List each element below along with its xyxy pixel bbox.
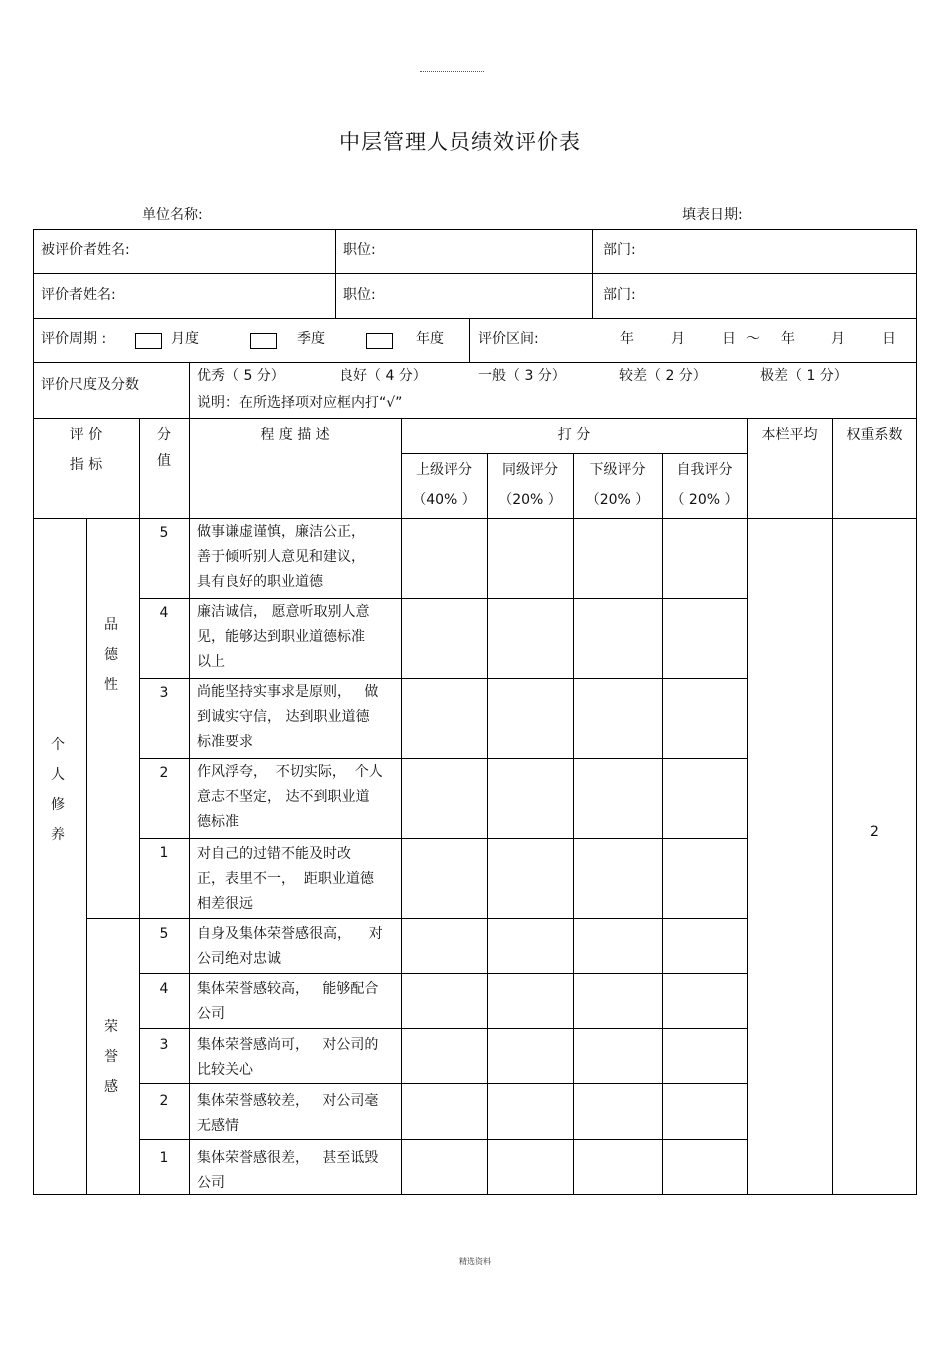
row-score: 2: [159, 1093, 169, 1109]
evaluator-dept-label: 部门:: [603, 287, 636, 303]
page-title: 中层管理人员绩效评价表: [339, 130, 581, 154]
score-header-2: 值: [157, 453, 171, 469]
scale-excellent: 优秀（ 5 分）: [197, 368, 285, 384]
top-dotted-line: [420, 71, 484, 72]
row-score: 5: [159, 926, 169, 942]
column-average-header: 本栏平均: [761, 427, 818, 443]
evaluatee-position-label: 职位:: [343, 242, 376, 258]
range-tilde: ～: [746, 331, 760, 347]
superior-score-header: 上级评分: [416, 462, 472, 478]
end-day-label: 日: [882, 331, 896, 347]
scale-average: 一般（ 3 分）: [478, 368, 566, 384]
period-range-label: 评价区间:: [478, 331, 539, 347]
row-score: 4: [159, 605, 169, 621]
row-description: 廉洁诚信， 愿意听取别人意 见，能够达到职业道德标准 以上: [197, 604, 370, 670]
row-description: 集体荣誉感尚可， 对公司的 比较关心: [197, 1037, 379, 1078]
row-score: 2: [159, 765, 169, 781]
footer-note: 精选资料: [459, 1257, 491, 1266]
scale-good: 良好（ 4 分）: [339, 368, 427, 384]
indicator-header-1: 评 价: [69, 427, 103, 443]
row-score: 4: [159, 981, 169, 997]
row-description: 自身及集体荣誉感很高， 对 公司绝对忠诚: [197, 926, 383, 967]
scale-poor: 较差（ 2 分）: [619, 368, 707, 384]
scoring-header: 打 分: [557, 427, 591, 443]
quarterly-checkbox[interactable]: [250, 333, 277, 349]
description-header: 程 度 描 述: [260, 427, 330, 443]
period-label: 评价周期 :: [41, 331, 107, 347]
monthly-label: 月度: [171, 331, 199, 347]
unit-name-label: 单位名称:: [142, 207, 203, 223]
group-morality: 品 德 性: [104, 617, 118, 693]
category-personal-cultivation: 个 人 修 养: [51, 737, 65, 843]
row-description: 做事谦虚谨慎，廉洁公正， 善于倾听别人意见和建议， 具有良好的职业道德: [197, 524, 365, 590]
yearly-checkbox[interactable]: [366, 333, 393, 349]
evaluator-position-label: 职位:: [343, 287, 376, 303]
row-description: 集体荣誉感很差， 甚至诋毁 公司: [197, 1150, 379, 1191]
row-description: 作风浮夸， 不切实际， 个人 意志不坚定， 达不到职业道 德标准: [197, 764, 383, 830]
peer-weight: （20% ）: [498, 492, 562, 508]
row-score: 3: [159, 685, 169, 701]
subordinate-score-header: 下级评分: [589, 462, 646, 478]
start-month-label: 月: [671, 331, 685, 347]
row-score: 1: [159, 845, 169, 861]
peer-score-header: 同级评分: [502, 462, 558, 478]
row-description: 集体荣誉感较高， 能够配合 公司: [197, 981, 379, 1022]
evaluator-name-label: 评价者姓名:: [41, 287, 116, 303]
row-description: 对自己的过错不能及时改 正，表里不一， 距职业道德 相差很远: [197, 846, 374, 912]
monthly-checkbox[interactable]: [135, 333, 162, 349]
yearly-label: 年度: [416, 331, 444, 347]
scale-very-poor: 极差（ 1 分）: [760, 368, 848, 384]
fill-date-label: 填表日期:: [682, 207, 743, 223]
row-description: 集体荣誉感较差， 对公司毫 无感情: [197, 1093, 379, 1134]
evaluatee-dept-label: 部门:: [603, 242, 636, 258]
end-month-label: 月: [831, 331, 845, 347]
superior-weight: （40% ）: [412, 492, 476, 508]
start-day-label: 日: [722, 331, 736, 347]
start-year-label: 年: [620, 331, 634, 347]
end-year-label: 年: [781, 331, 795, 347]
group-honor: 荣 誉 感: [104, 1019, 118, 1095]
row-score: 3: [159, 1037, 169, 1053]
quarterly-label: 季度: [297, 331, 325, 347]
evaluatee-name-label: 被评价者姓名:: [41, 242, 130, 258]
row-score: 1: [159, 1150, 169, 1166]
score-header-1: 分: [157, 427, 171, 443]
self-score-header: 自我评分: [676, 462, 733, 478]
scale-note: 说明：在所选择项对应框内打“√”: [197, 395, 403, 411]
self-weight: （ 20% ）: [670, 492, 739, 508]
weight-value: 2: [870, 824, 879, 840]
indicator-header-2: 指 标: [69, 457, 103, 473]
scale-label: 评价尺度及分数: [41, 377, 139, 393]
subordinate-weight: （20% ）: [585, 492, 650, 508]
weight-header: 权重系数: [846, 427, 903, 443]
row-score: 5: [159, 525, 169, 541]
row-description: 尚能坚持实事求是原则， 做 到诚实守信， 达到职业道德 标准要求: [197, 684, 379, 750]
